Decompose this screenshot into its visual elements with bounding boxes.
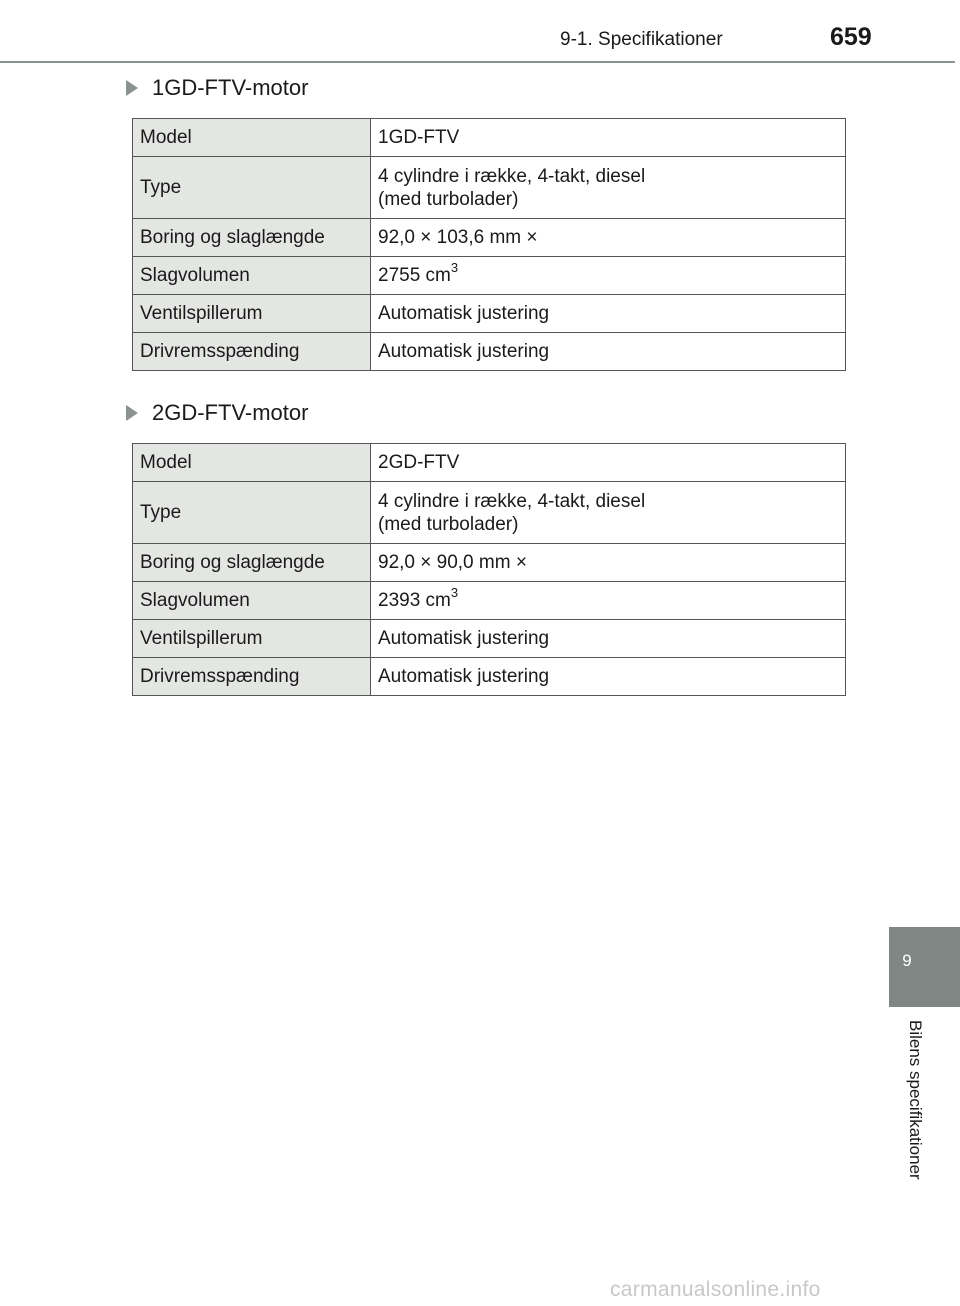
row-value-superscript: 3: [450, 259, 459, 275]
row-value-line-1: 4 cylindre i række, 4-takt, diesel: [378, 490, 646, 512]
row-value-text: 2393 cm: [378, 590, 451, 611]
section-heading-text: 1GD-FTV-motor: [152, 75, 309, 100]
row-value: [371, 482, 846, 544]
row-value-line-2: (med turbolader): [378, 188, 519, 210]
table-row: [133, 658, 846, 696]
row-value: 92,0 × 90,0 mm ×: [371, 544, 846, 582]
table-row: [133, 157, 846, 219]
watermark: carmanualsonline.info: [610, 1278, 821, 1301]
chapter-tab[interactable]: [889, 927, 960, 1007]
table-row: [133, 444, 846, 482]
table-row: [133, 582, 846, 620]
page-number: 659: [830, 23, 872, 51]
table-row: [133, 544, 846, 582]
row-value: Automatisk justering: [371, 620, 846, 658]
table-row: [133, 482, 846, 544]
row-value: 2GD-FTV: [371, 444, 846, 482]
row-label: Drivremsspænding: [133, 333, 371, 371]
section-heading-2gd: [126, 400, 308, 426]
row-value-line-1: 4 cylindre i række, 4-takt, diesel: [378, 165, 646, 187]
row-value: [371, 582, 846, 620]
table-row: [133, 257, 846, 295]
table-row: [133, 620, 846, 658]
row-label: Model: [133, 444, 371, 482]
row-value: Automatisk justering: [371, 333, 846, 371]
row-value: [371, 257, 846, 295]
triangle-bullet-icon: [126, 80, 138, 96]
row-value-superscript: 3: [450, 584, 459, 600]
row-label: Drivremsspænding: [133, 658, 371, 696]
chapter-label: Bilens specifikationer: [906, 1020, 925, 1180]
row-value: Automatisk justering: [371, 295, 846, 333]
row-value: Automatisk justering: [371, 658, 846, 696]
row-value: [371, 157, 846, 219]
row-label: Slagvolumen: [133, 257, 371, 295]
row-label: Ventilspillerum: [133, 620, 371, 658]
triangle-bullet-icon: [126, 405, 138, 421]
row-label: Type: [133, 482, 371, 544]
row-label: Ventilspillerum: [133, 295, 371, 333]
table-row: [133, 219, 846, 257]
row-value-text: 2755 cm: [378, 265, 451, 286]
header-section-title: 9-1. Specifikationer: [560, 29, 723, 50]
section-heading-text: 2GD-FTV-motor: [152, 400, 309, 425]
row-value: 92,0 × 103,6 mm ×: [371, 219, 846, 257]
row-label: Slagvolumen: [133, 582, 371, 620]
table-row: [133, 333, 846, 371]
header-divider: [0, 61, 955, 63]
row-label: Boring og slaglængde: [133, 544, 371, 582]
row-label: Type: [133, 157, 371, 219]
spec-table-2gd: [132, 443, 846, 696]
chapter-tab-number: 9: [902, 951, 912, 970]
section-heading-1gd: [126, 75, 308, 101]
table-row: [133, 295, 846, 333]
table-row: [133, 119, 846, 157]
row-value-line-2: (med turbolader): [378, 513, 519, 535]
spec-table-1gd: [132, 118, 846, 371]
row-value: 1GD-FTV: [371, 119, 846, 157]
row-label: Model: [133, 119, 371, 157]
row-label: Boring og slaglængde: [133, 219, 371, 257]
